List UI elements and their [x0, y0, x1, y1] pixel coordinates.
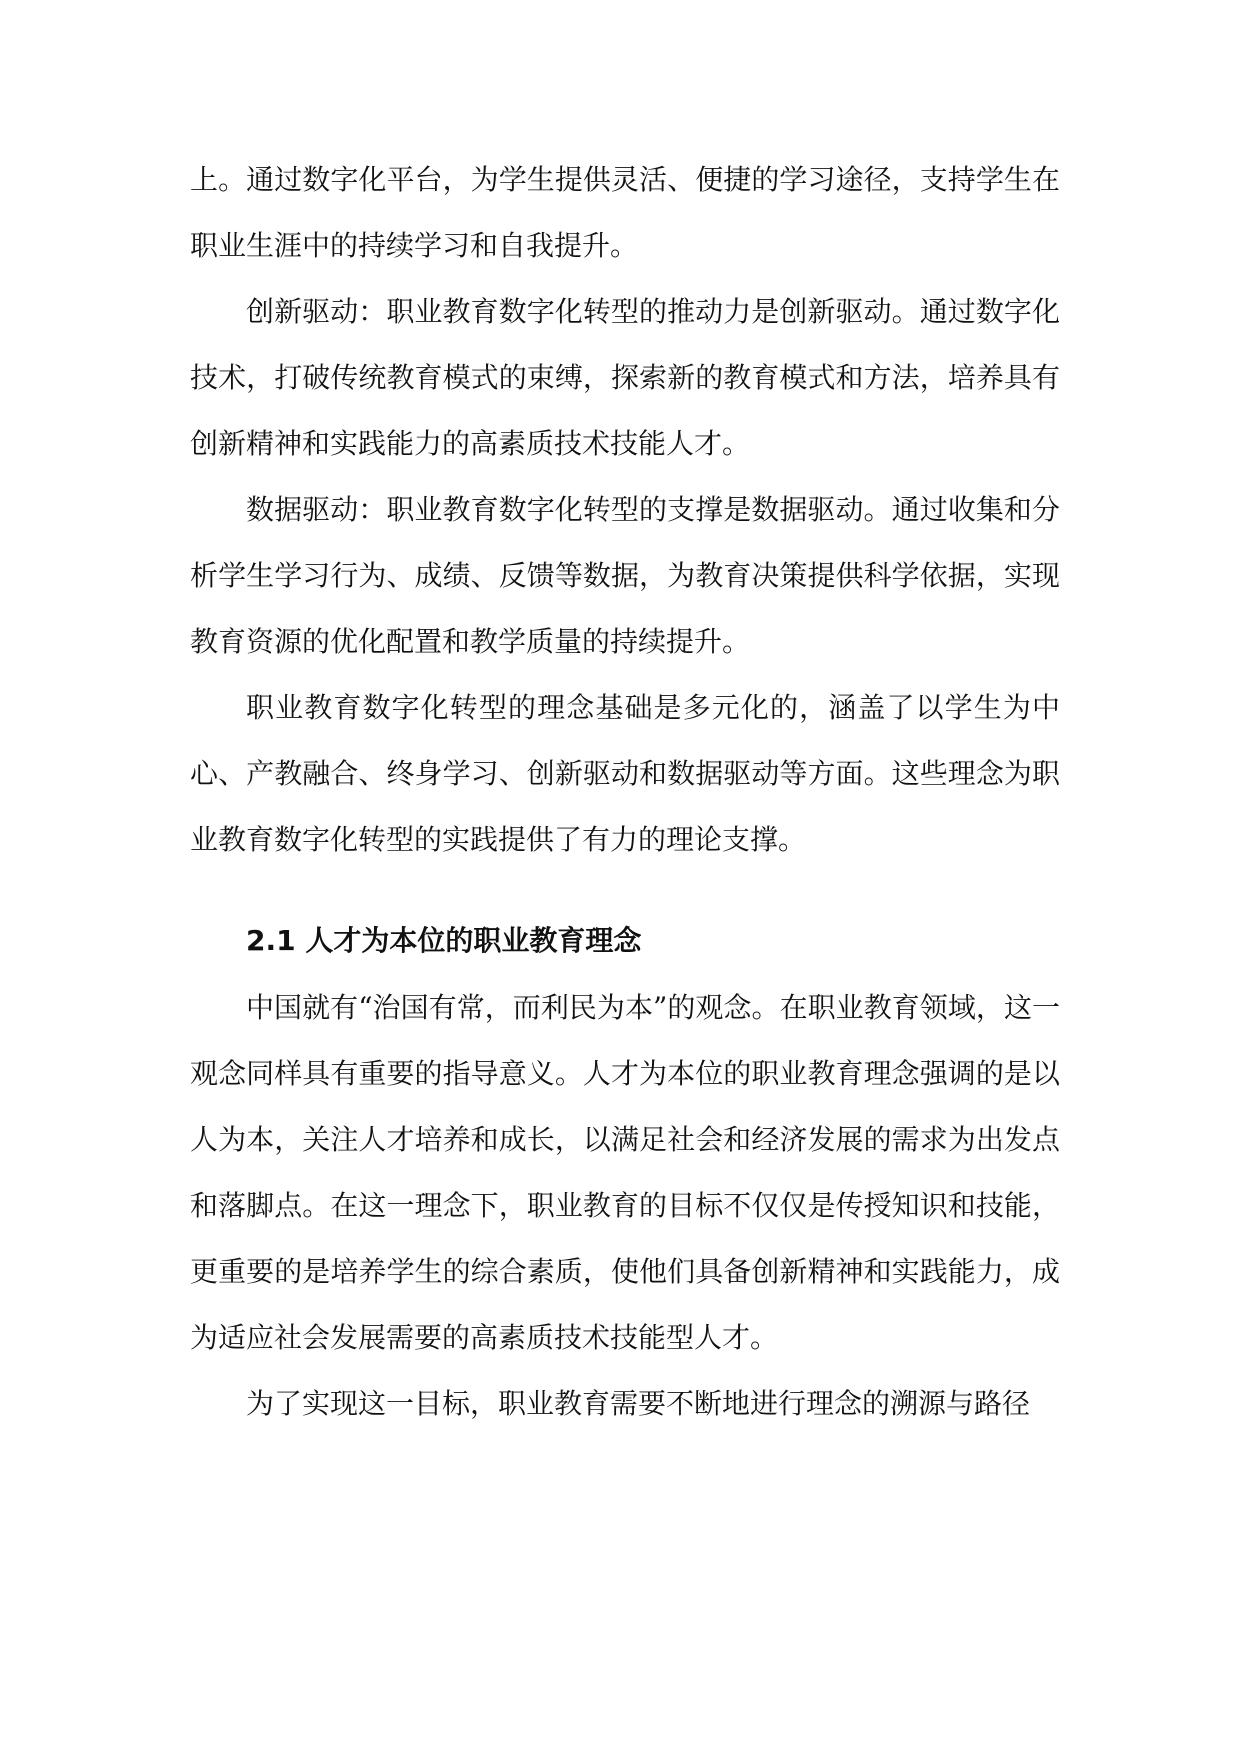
paragraph-continuation: 上。通过数字化平台，为学生提供灵活、便捷的学习途径，支持学生在职业生涯中的持续学习和自我提升。: [190, 163, 1060, 262]
section-heading: 2.1 人才为本位的职业教育理念: [246, 924, 642, 957]
paragraph-summary: 职业教育数字化转型的理念基础是多元化的，涵盖了以学生为中心、产教融合、终身学习、创新驱动和数据驱动等方面。这些理念为职业教育数字化转型的实践提供了有力的理论支撑。: [190, 691, 1060, 856]
document-body: [190, 147, 1060, 1437]
paragraph-talent-oriented: 中国就有“治国有常，而利民为本”的观念。在职业教育领域，这一观念同样具有重要的指导意义。人才为本位的职业教育理念强调的是以人为本，关注人才培养和成长，以满足社会和经济发展的需求为出发点和落脚点。在这一理念下，职业教育的目标不仅仅是传授知识和技能，更重要的是培养学生的综合素质，使他们具备创新精神和实践能力，成为适应社会发展需要的高素质技术技能型人才。: [190, 991, 1060, 1354]
paragraph-data-driven: 数据驱动：职业教育数字化转型的支撑是数据驱动。通过收集和分析学生学习行为、成绩、反馈等数据，为教育决策提供科学依据，实现教育资源的优化配置和教学质量的持续提升。: [190, 493, 1060, 658]
paragraph-innovation-driven: 创新驱动：职业教育数字化转型的推动力是创新驱动。通过数字化技术，打破传统教育模式的束缚，探索新的教育模式和方法，培养具有创新精神和实践能力的高素质技术技能人才。: [190, 295, 1060, 460]
paragraph-goal: 为了实现这一目标，职业教育需要不断地进行理念的溯源与路径: [246, 1387, 1031, 1420]
